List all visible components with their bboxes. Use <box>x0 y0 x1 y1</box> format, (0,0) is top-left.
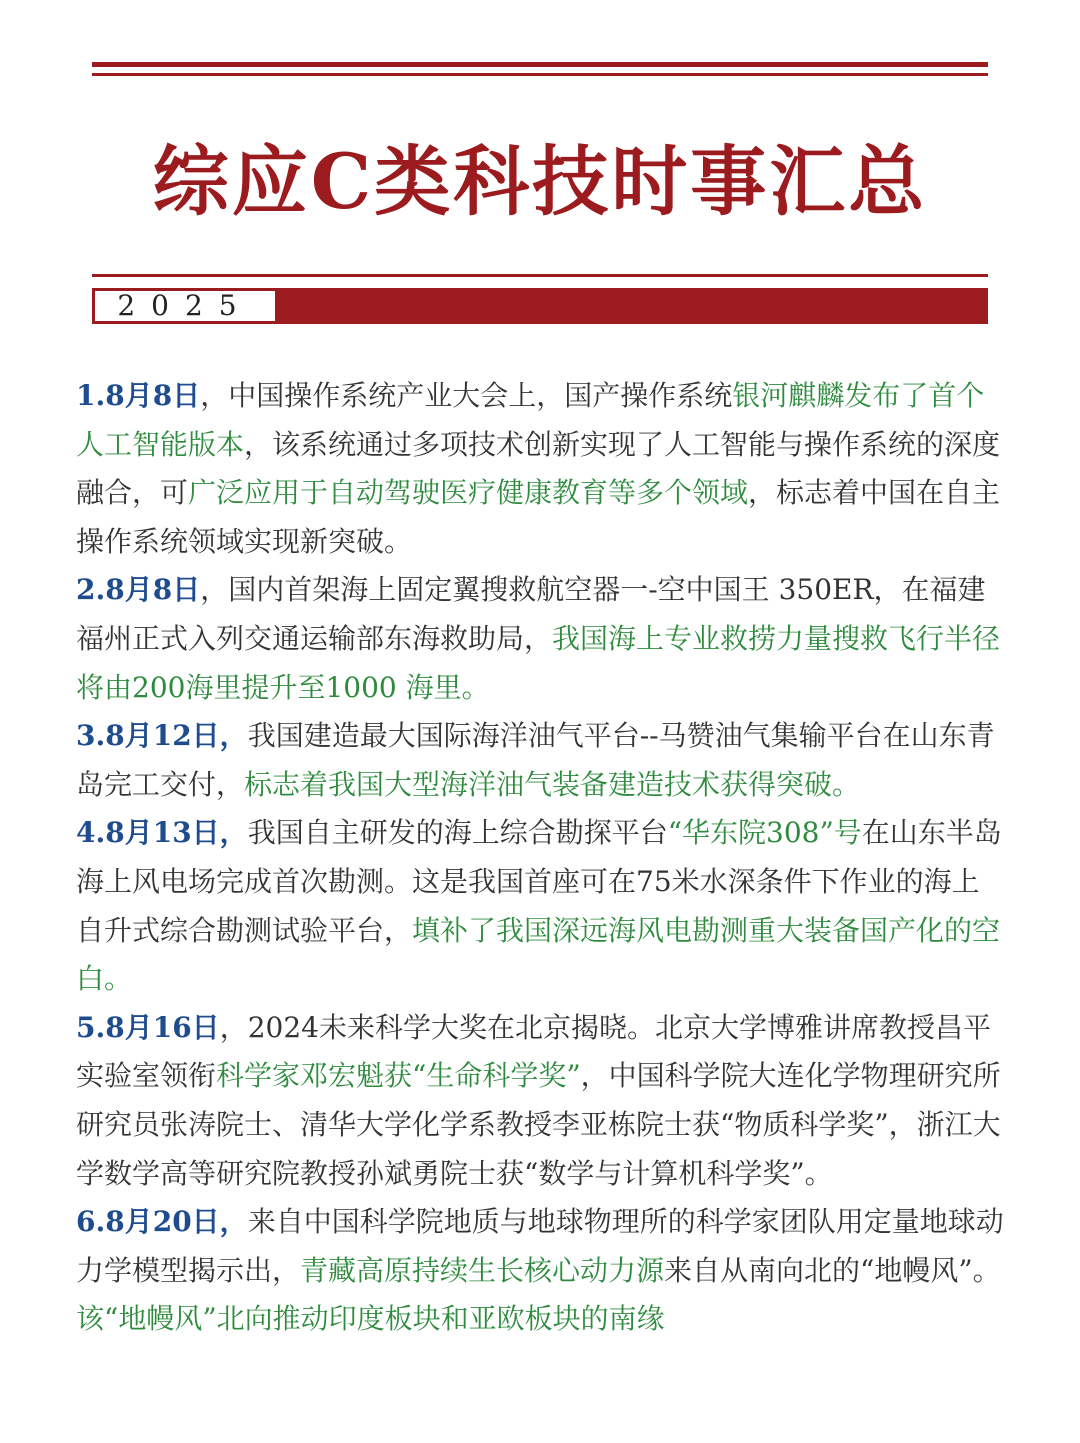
news-list <box>76 372 1006 1344</box>
news-item <box>76 809 1006 1003</box>
news-item <box>76 712 1006 809</box>
item-highlight: 标志着我国大型海洋油气装备建造技术获得突破。 <box>244 767 861 801</box>
top-rule-thick <box>92 62 988 67</box>
item-text: ，该系统通过多项技术创新实现了人工智能与操作系统的深度融合，可 <box>76 427 1001 510</box>
item-number: 5.8月16日 <box>76 1010 220 1044</box>
year-label: 2025 <box>95 291 275 321</box>
news-item <box>76 1198 1006 1344</box>
item-highlight: 广泛应用于自动驾驶医疗健康教育等多个领域 <box>188 476 749 510</box>
item-number: 6.8月20日， <box>76 1205 248 1239</box>
item-number: 1.8月8日 <box>76 379 201 412</box>
title-divider <box>92 274 988 277</box>
item-highlight: “华东院308”号 <box>667 816 862 850</box>
item-number: 3.8月12日， <box>76 719 248 753</box>
item-text: 我国自主研发的海上综合勘探平台 <box>247 816 668 850</box>
news-item <box>76 372 1006 566</box>
item-text: 在山东半岛海上风电场完成首次勘测。这是我国首座可在75米水深条件下作业的海上自升式综合勘测试验平台， <box>76 816 1002 947</box>
item-text: ，国内首架海上固定翼搜救航空器一-空中国王 350ER，在福建福州正式入列交通运输部东海救助局， <box>76 573 986 655</box>
item-highlight: 银河麒麟发布了首个人工智能版本 <box>76 379 985 461</box>
item-number: 4.8月13日， <box>76 816 248 850</box>
page-title: 综应C类科技时事汇总 <box>152 137 928 226</box>
news-item <box>76 1004 1006 1198</box>
news-item <box>76 566 1006 712</box>
item-text: 我国建造最大国际海洋油气平台--马赞油气集输平台在山东青岛完工交付， <box>76 719 995 801</box>
item-highlight: 我国海上专业救捞力量搜救飞行半径将由200海里提升至1000 海里。 <box>76 621 1001 704</box>
item-text: ，标志着中国在自主操作系统领域实现新突破。 <box>76 476 1001 558</box>
item-highlight: 填补了我国深远海风电勘测重大装备国产化的空白。 <box>76 913 1001 996</box>
item-text: ，中国科学院大连化学物理研究所研究员张涛院士、清华大学化学系教授李亚栋院士获“物质科学奖”，浙江大学数学高等研究院教授孙斌勇院士获“数学与计算机科学奖”。 <box>76 1059 1001 1190</box>
item-number: 2.8月8日 <box>76 573 201 607</box>
item-highlight: 该“地幔风”北向推动印度板块和亚欧板块的南缘 <box>76 1302 665 1336</box>
item-text: 来自从南向北的“地幔风”。 <box>664 1253 1001 1287</box>
item-text: 来自中国科学院地质与地球物理所的科学家团队用定量地球动力学模型揭示出， <box>76 1205 1004 1287</box>
year-bar <box>92 288 988 324</box>
item-text: ，中国操作系统产业大会上，国产操作系统 <box>200 379 733 412</box>
item-text: ，2024未来科学大奖在北京揭晓。北京大学博雅讲席教授昌平实验室领衔 <box>76 1010 991 1093</box>
top-rule-thin <box>92 73 988 76</box>
item-highlight: 青藏高原持续生长核心动力源 <box>300 1253 665 1287</box>
item-highlight: 科学家邓宏魁获“生命科学奖” <box>216 1059 581 1093</box>
